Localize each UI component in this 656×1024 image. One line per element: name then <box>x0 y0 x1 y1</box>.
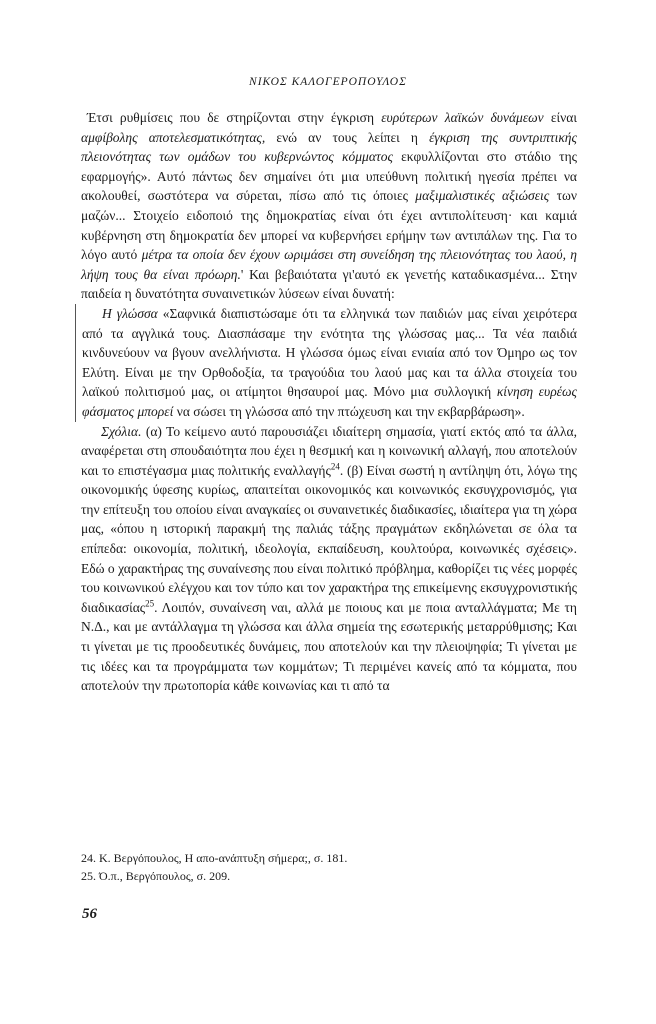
italic-text: ευρύτερων λαϊκών δυνάμεων <box>381 110 544 125</box>
text-run: να σώσει τη γλώσσα από την πτώχευση και την εκβαρβάρωση». <box>173 403 525 419</box>
text-run: ενώ αν τους λείπει η <box>265 129 430 145</box>
footnote-25: 25. Ό.π., Βεργόπουλος, σ. 209. <box>81 868 231 883</box>
running-head: ΝΙΚΟΣ ΚΑΛΟΓΕΡΟΠΟΥΛΟΣ <box>249 76 407 88</box>
text-run: . Λοιπόν, συναίνεση ναι, αλλά με ποιους και με ποια ανταλλάγματα; Με τη Ν.Δ., και με αντάλλαγμα τη γλώσσα και άλλα σημεία της εσωτερικής μεταρρύθμισης; Και τι γίνεται με τις προοδευτικές δυνάμεις, που αποτελούν και την πλειοψηφία; Τι γίνεται με τις ιδέες και τα προγράμματα των κομμάτων; Τι περιμένει κανείς από τα κόμματα, που αποτελούν την πρωτοπορία κάθε κοινωνίας και τι από τα <box>81 599 577 694</box>
paragraph-language <box>75 304 577 422</box>
body-text <box>81 108 577 696</box>
italic-text: κίνηση ευρέως φάσματος μπορεί <box>82 384 577 419</box>
footnote-24: 24. Κ. Βεργόπουλος, Η απο-ανάπτυξη σήμερα;, σ. 181. <box>81 851 348 865</box>
text-run: «Σαφνικά διαπιστώσαμε ότι τα ελληνικά των παιδιών μας είναι χειρότερα από τα αγγλικά τους. Διασπάσαμε την ενότητα της γλώσσας μας... Τα νέα παιδιά κινδυνεύουν να βγουν ανελλήνιστα. Η γλώσσα όμως είναι ενιαία από τον Όμηρο ως τον Ελύτη. Είναι με την Ορθοδοξία, τα τραγούδια του λαού μας και τα άλλα στοιχεία του λαϊκού πολιτισμού μας, οι ατίμητοι θησαυροί μας. Μόνο μια συλλογική <box>82 305 577 400</box>
italic-text: μέτρα τα οποία δεν έχουν ωριμάσει στη συνείδηση της πλειονότητας του λαού, η λήψη τους θα είναι πρόωρη. <box>81 247 577 282</box>
text-run: ' Και βεβαιότατα γι'αυτό εκ γενετής καταδικασμένα... Στην παιδεία η δυνατότητα συναινετικών λύσεων είναι δυνατή: <box>81 266 578 302</box>
page-number: 56 <box>82 906 97 922</box>
italic-text: έγκριση της συντριπτικής πλειονότητας των ομάδων του κυβερνώντος κόμματος <box>81 129 577 165</box>
text-run: είναι <box>543 110 577 125</box>
italic-text: αμφίβολης αποτελεσματικότητας, <box>81 129 266 145</box>
text-run: των μαζών... Στοιχείο ειδοποιό της δημοκρατίας είναι ότι έχει αντιπολίτευση· και καμιά κυβέρνηση στη δημοκρατία δεν μπορεί να κυβερνήσει ερήμην των αντιπάλων της. Για το λόγο αυτό <box>81 188 577 263</box>
footnote-ref: 24 <box>330 461 340 472</box>
italic-text: μαξιμαλιστικές αξιώσεις <box>415 188 550 204</box>
paragraph-quote-continuation <box>81 108 577 304</box>
footnotes <box>81 850 577 885</box>
text-run: εκφυλλίζονται στο στάδιο της εφαρμογής». Αυτό πάντως δεν σημαίνει ότι μια υπεύθυνη πολιτική ηγεσία πρέπει να ακολουθεί, σωστότερα να σύρεται, πίσω από τις όποιες <box>81 149 578 204</box>
italic-text: Η γλώσσα <box>102 305 158 321</box>
text-run: . (β) Είναι σωστή η αντίληψη ότι, λόγω της οικονομικής ύφεσης κυρίως, απαιτείται οικονομικός και κοινωνικός εκσυγχρονισμός, για την επίτευξη του οποίου είναι αναγκαίες οι συναινετικές διαδικασίες, ιδιαίτερα για τη χώρα μας, «όπου η ιστορική παρακμή της παλιάς τάξης πραγμάτων εκδηλώνεται σε όλα τα επίπεδα: οικονομία, πολιτική, ιδεολογία, εκπαίδευση, κουλτούρα, κοινωνικές σχέσεις». Εδώ ο χαρακτήρας της συναίνεσης που είναι πολιτικό πρόβλημα, καθορίζει τις νέες μορφές του κοινωνικού ελέγχου και τον τύπο και τον χαρακτήρα της επικείμενης εκσυγχρονιστικής διαδικασίας <box>81 462 577 615</box>
text-run: Έτσι ρυθμίσεις που δε στηρίζονται στην έγκριση <box>87 110 382 125</box>
paragraph-comments <box>81 422 577 696</box>
italic-text: Σχόλια. <box>101 423 142 439</box>
footnote-ref: 25 <box>145 598 155 609</box>
text-run: (α) Το κείμενο αυτό παρουσιάζει ιδιαίτερη σημασία, γιατί εκτός από τα άλλα, αναφέρεται στη σπουδαιότητα που έχει η θεσμική και η κοινωνική αλλαγή, που αποτελούν και το επιστέγασμα μιας πολιτικής εναλλαγής <box>81 423 577 478</box>
